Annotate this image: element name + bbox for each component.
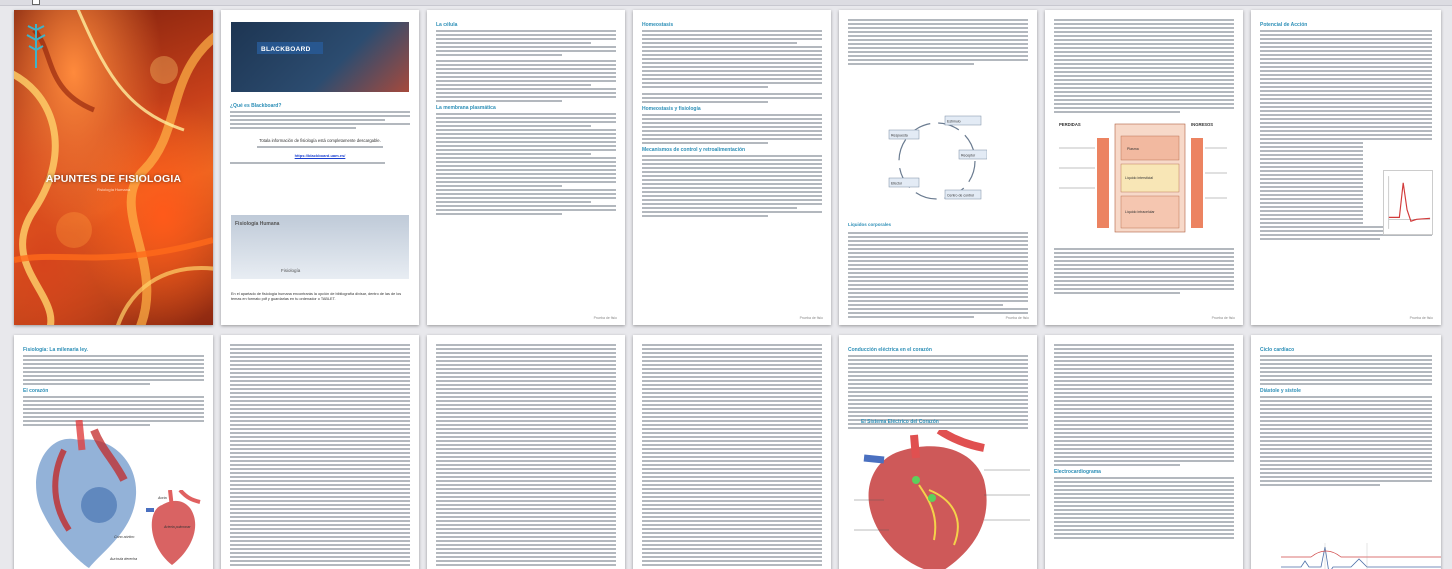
page6-body-bottom: [1054, 248, 1234, 296]
cycle-label-1: Receptor: [961, 153, 976, 158]
page2-body: [230, 100, 410, 166]
page-thumbnail-4[interactable]: [633, 10, 831, 325]
cardiac-cycle-graph: [1281, 543, 1441, 569]
page-thumbnail-9[interactable]: [221, 335, 419, 569]
label-right-atrium: Aurícula derecha: [110, 557, 138, 561]
label-aorta: Aorta: [158, 496, 167, 500]
page8-title: Fisiología: La milenaria ley.: [23, 347, 88, 353]
cycle-label-3: Efector: [891, 181, 903, 186]
page2-heading: ¿Qué es Blackboard?: [230, 103, 282, 109]
page-thumbnail-3[interactable]: [427, 10, 625, 325]
page10-body: [436, 344, 616, 568]
cover-subtitle: Fisiología Humana: [96, 187, 131, 192]
page5-section-title: Líquidos corporales: [848, 222, 892, 227]
cover-image: [14, 10, 213, 325]
page-thumbnail-5[interactable]: [839, 10, 1037, 325]
page-thumbnail-2[interactable]: [221, 10, 419, 325]
page6-body: [1054, 19, 1234, 115]
page-thumbnail-7[interactable]: [1251, 10, 1441, 325]
page6-footer: Prueba de fisio: [1211, 316, 1235, 320]
compartment-label-1: INGRESOS: [1191, 122, 1214, 127]
cover-title: APUNTES DE FISIOLOGIA: [45, 173, 182, 185]
compartment-label-3: Líquido intersticial: [1125, 176, 1154, 180]
page2-intro: Totala información de fisiología está completamente descargable.: [259, 138, 381, 143]
cycle-label-2: Centro de control: [947, 193, 974, 198]
page-thumbnail-14[interactable]: [1251, 335, 1441, 569]
page4-section3: Mecanismos de control y retroalimentación: [642, 147, 746, 153]
action-potential-graph: [1383, 170, 1433, 235]
page14-title: Ciclo cardíaco: [1260, 347, 1295, 353]
page-thumbnail-13[interactable]: [1045, 335, 1243, 569]
compartment-label-2: Plasma: [1127, 147, 1139, 151]
feedback-cycle-diagram: [887, 108, 987, 214]
page-thumbnail-12[interactable]: [839, 335, 1037, 569]
page2-caption: En el apartado de fisiología humana encontrarás la opción de bibliografía divisar, dentro de las de los temas en formato pdf y guardarlas en tu ordenador o TABLET.: [231, 292, 402, 301]
page4-section2: Homeostasis y fisiología: [642, 106, 701, 112]
page7-footer: Prueba de fisio: [1409, 316, 1433, 320]
logo-icon: [24, 22, 48, 70]
page2-photo-label: Fisiología Humana: [235, 221, 280, 227]
page-thumbnail-1[interactable]: [14, 10, 213, 325]
page-thumbnail-10[interactable]: [427, 335, 625, 569]
page13-section: Electrocardiograma: [1054, 469, 1101, 475]
electrical-system-title: El Sistema Eléctrico del Corazón: [861, 419, 939, 425]
page3-footer: Prueba de fisio: [593, 316, 617, 320]
blackboard-banner: [231, 22, 409, 92]
blackboard-label: BLACKBOARD: [261, 46, 311, 53]
page8-section: El corazón: [23, 388, 49, 394]
label-aortic-cone: Cono aórtico: [114, 535, 135, 539]
page5-body: [848, 19, 1028, 67]
watercolor-heart-illustration: [24, 420, 144, 569]
compartment-label-4: Líquido intracelular: [1125, 210, 1155, 214]
compartment-label-0: PERDIDAS: [1059, 122, 1081, 127]
page12-section: Conducción eléctrica en el corazón: [848, 347, 932, 353]
page4-footer: Prueba de fisio: [799, 316, 823, 320]
heart-electrical-diagram: [844, 430, 1032, 569]
page3-section2: La membrana plasmática: [436, 105, 496, 111]
page7-title: Potencial de Acción: [1260, 22, 1308, 28]
page5-body-bottom: [848, 232, 1028, 320]
page-thumbnail-8[interactable]: [14, 335, 213, 569]
page13-body: [1054, 344, 1234, 541]
page8-body: [23, 344, 204, 428]
page-thumbnail-11[interactable]: [633, 335, 831, 569]
page4-body: [642, 19, 822, 219]
page14-section: Diástole y sístole: [1260, 388, 1301, 394]
cycle-label-4: Respuesta: [891, 133, 908, 138]
page3-body: [436, 19, 616, 217]
label-pulmonary-artery: Arteria pulmonar: [164, 525, 191, 529]
page14-body: [1260, 344, 1432, 488]
page5-footer: Prueba de fisio: [1005, 316, 1029, 320]
page2-section-label: Fisiología: [281, 268, 301, 273]
page11-body: [642, 344, 822, 568]
blackboard-link[interactable]: https://blackboard.uam.es/: [294, 153, 346, 158]
cycle-label-0: Estímulo: [947, 119, 961, 124]
page4-title: Homeostasis: [642, 22, 674, 28]
page9-body: [230, 344, 410, 568]
heart-anatomy-illustration: [142, 490, 204, 569]
page3-title: La célula: [436, 22, 458, 28]
page-thumbnail-6[interactable]: [1045, 10, 1243, 325]
fluid-compartments-diagram: [1055, 118, 1231, 236]
